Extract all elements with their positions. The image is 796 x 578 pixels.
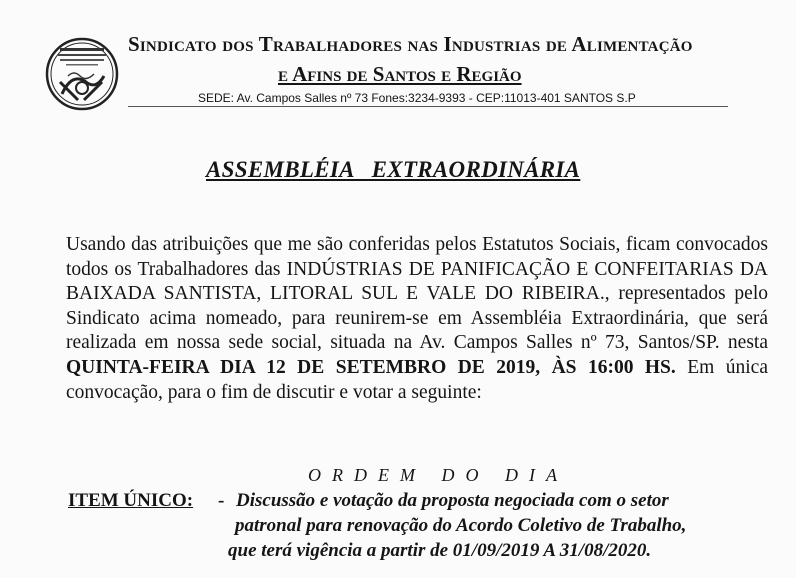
union-name-line2: e Afins de Santos e Região	[278, 62, 522, 86]
convocation-closing: Em única convocação, para o fim de discutir e votar a seguinte:	[66, 356, 768, 403]
meeting-date-time: QUINTA-FEIRA DIA 12 DE SETEMBRO DE 2019, ÀS 16:00 HS.	[66, 356, 676, 378]
union-seal-icon	[44, 36, 120, 112]
convocation-intro: Usando das atribuições que me são conferidas pelos Estatutos Sociais, ficam convocados todos os Trabalhadores das INDÚSTRIAS DE PANIFICAÇÃO E CONFEITARIAS DA BAIXADA SANTISTA, LITORAL SUL E VALE DO RIBEIRA., representados pelo Sindicato acima nomeado, para reunirem-se em Assembléia Extraordinária, que será realizada em nossa sede social, situada na Av. Campos Salles nº 73, Santos/SP. nesta	[66, 234, 768, 354]
convocation-text	[66, 233, 768, 405]
agenda-item-line3: que terá vigência a partir de 01/09/2019 A 31/08/2020.	[228, 540, 652, 561]
agenda-item-line1: Discussão e votação da proposta negociada com o setor	[236, 490, 669, 511]
union-address: SEDE: Av. Campos Salles nº 73 Fones:3234-9393 - CEP:11013-401 SANTOS S.P	[198, 91, 636, 105]
header-divider	[128, 106, 728, 107]
agenda-heading: ORDEM DO DIA	[308, 465, 568, 485]
agenda-item-line2: patronal para renovação do Acordo Coletivo de Trabalho,	[235, 515, 687, 536]
union-name-line1: Sindicato dos Trabalhadores nas Industrias de Alimentação	[128, 32, 693, 56]
agenda-item-dash: -	[218, 490, 225, 511]
document-title: ASSEMBLÉIA EXTRAORDINÁRIA	[206, 157, 581, 182]
agenda-item-label: ITEM ÚNICO:	[68, 490, 194, 511]
